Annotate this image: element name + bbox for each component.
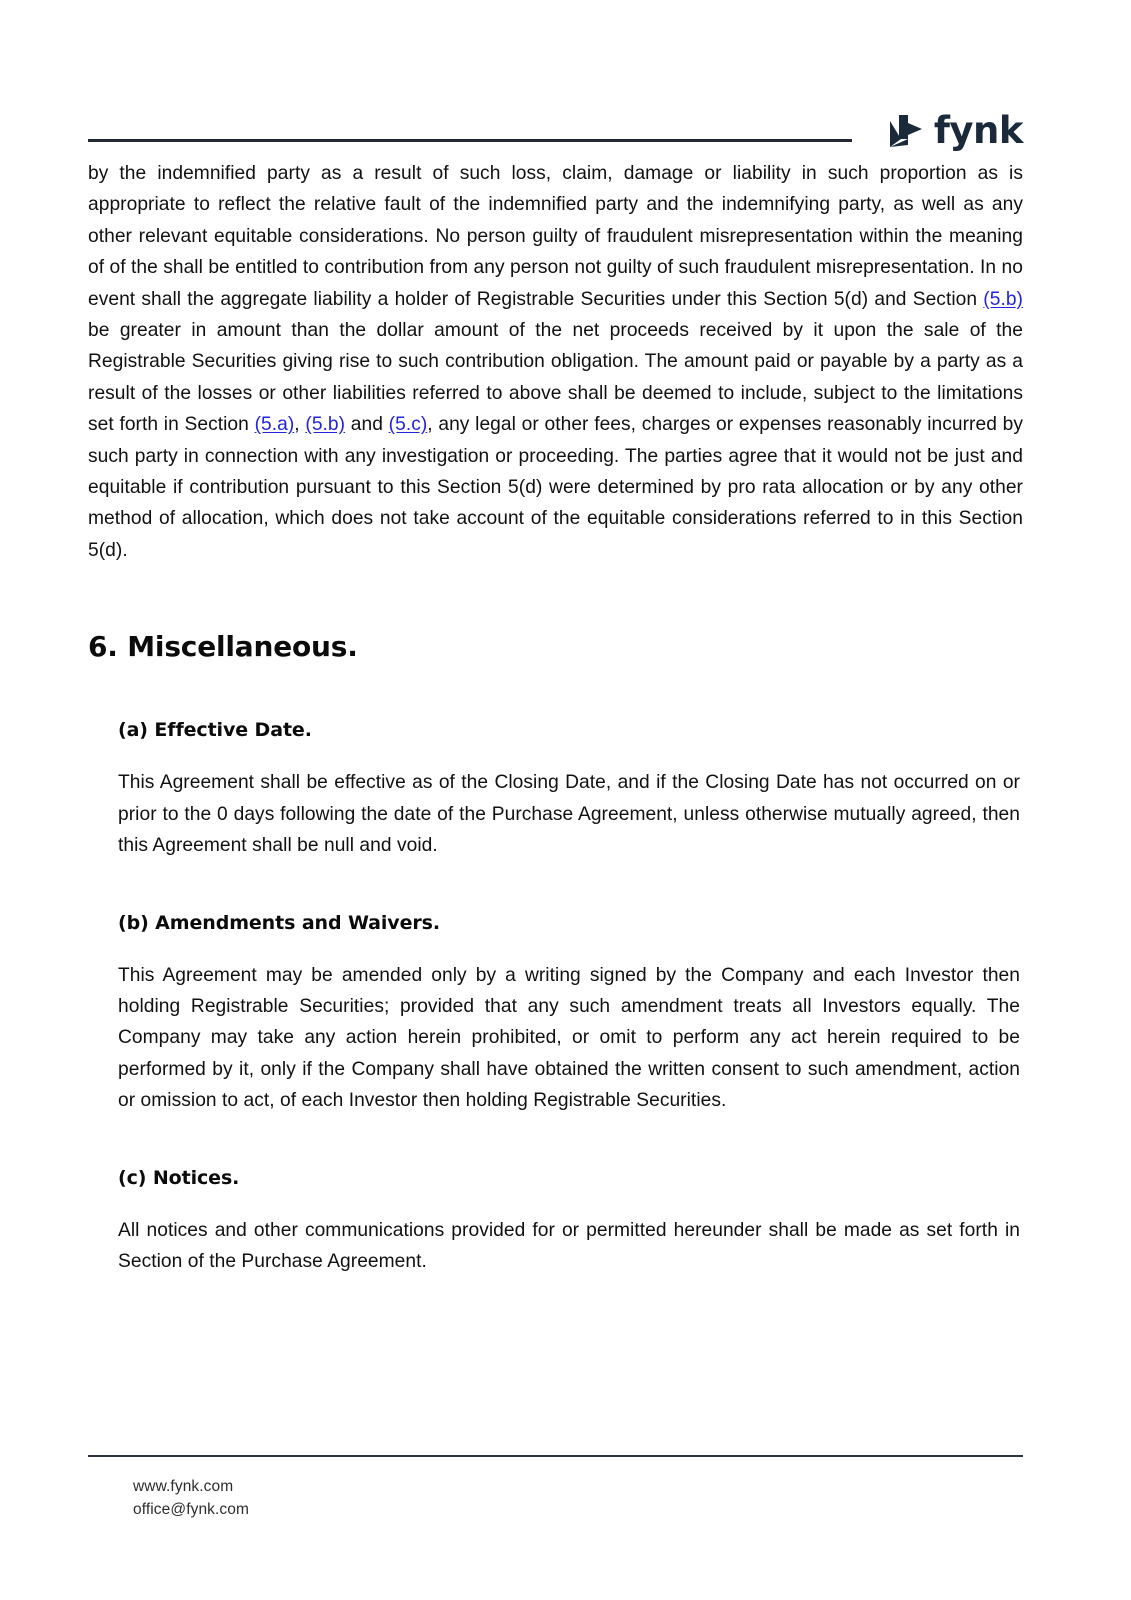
cross-reference-link-5b-second[interactable]: (5.b) [305, 414, 346, 436]
fynk-bird-logo-icon [878, 109, 924, 151]
subsection-heading-b: (b) Amendments and Waivers. [118, 911, 440, 934]
brand-logo [878, 109, 1023, 151]
page-header [88, 100, 1023, 160]
subsection-text-b: This Agreement may be amended only by a writing signed by the Company and each Investor then holding Registrable Securities; provided that any such amendment treats all Investors equally. The Company may take any action herein prohibited, or omit to perform any act herein required to be performed by it, only if the Company shall have obtained the written consent to such amendment, action or omission to act, of each Investor then holding Registrable Securities. [118, 964, 1020, 1112]
paragraph-part-3: , [294, 414, 306, 436]
continued-paragraph [88, 158, 1023, 566]
paragraph-part-1: by the indemnified party as a result of such loss, claim, damage or liability in such proportion as is appropriate to reflect the relative fault of the indemnified party and the indemnifying party, as well as any other relevant equitable considerations. No person guilty of fraudulent misrepresentation within the meaning of of the shall be entitled to contribution from any person not guilty of such fraudulent misrepresentation. In no event shall the aggregate liability a holder of Registrable Securities under this Section 5(d) and Section [88, 163, 1023, 310]
subsection-heading-c: (c) Notices. [118, 1166, 240, 1189]
cross-reference-link-5a[interactable]: (5.a) [254, 414, 295, 436]
subsection-heading-a: (a) Effective Date. [118, 719, 312, 742]
subsection-b [88, 912, 1023, 1117]
paragraph-part-4: and [345, 414, 389, 436]
cross-reference-link-5b-first[interactable]: (5.b) [983, 288, 1023, 310]
document-content [88, 158, 1023, 1277]
subsection-c [88, 1167, 1023, 1278]
subsection-a [88, 719, 1023, 861]
footer-contact [88, 1457, 1023, 1521]
subsection-text-a: This Agreement shall be effective as of the Closing Date, and if the Closing Date has not occurred on or prior to the 0 days following the date of the Purchase Agreement, unless otherwise mutually agreed, then this Agreement shall be null and void. [118, 772, 1020, 857]
paragraph-part-5: , any legal or other fees, charges or expenses reasonably incurred by such party in connection with any investigation or proceeding. The parties agree that it would not be just and equitable if contribution pursuant to this Section 5(d) were determined by pro rata allocation or by any other method of allocation, which does not take account of the equitable considerations referred to in this Section 5(d). [88, 414, 1024, 561]
footer-email[interactable]: office@fynk.com [133, 1501, 250, 1518]
cross-reference-link-5c[interactable]: (5.c) [388, 414, 428, 436]
footer-website[interactable]: www.fynk.com [133, 1478, 234, 1495]
page-footer [88, 1455, 1023, 1521]
paragraph-part-2: be greater in amount than the dollar amount of the net proceeds received by it upon the sale of the Registrable Securities giving rise to such contribution obligation. The amount paid or payable by a party as a result of the losses or other liabilities referred to above shall be deemed to include, subject to the limitations set forth in Section [88, 320, 1023, 436]
subsection-text-c: All notices and other communications provided for or permitted hereunder shall be made as set forth in Section of the Purchase Agreement. [118, 1219, 1020, 1272]
section-heading-6: 6. Miscellaneous. [88, 630, 358, 664]
header-divider [88, 139, 852, 142]
brand-name: fynk [933, 108, 1023, 152]
